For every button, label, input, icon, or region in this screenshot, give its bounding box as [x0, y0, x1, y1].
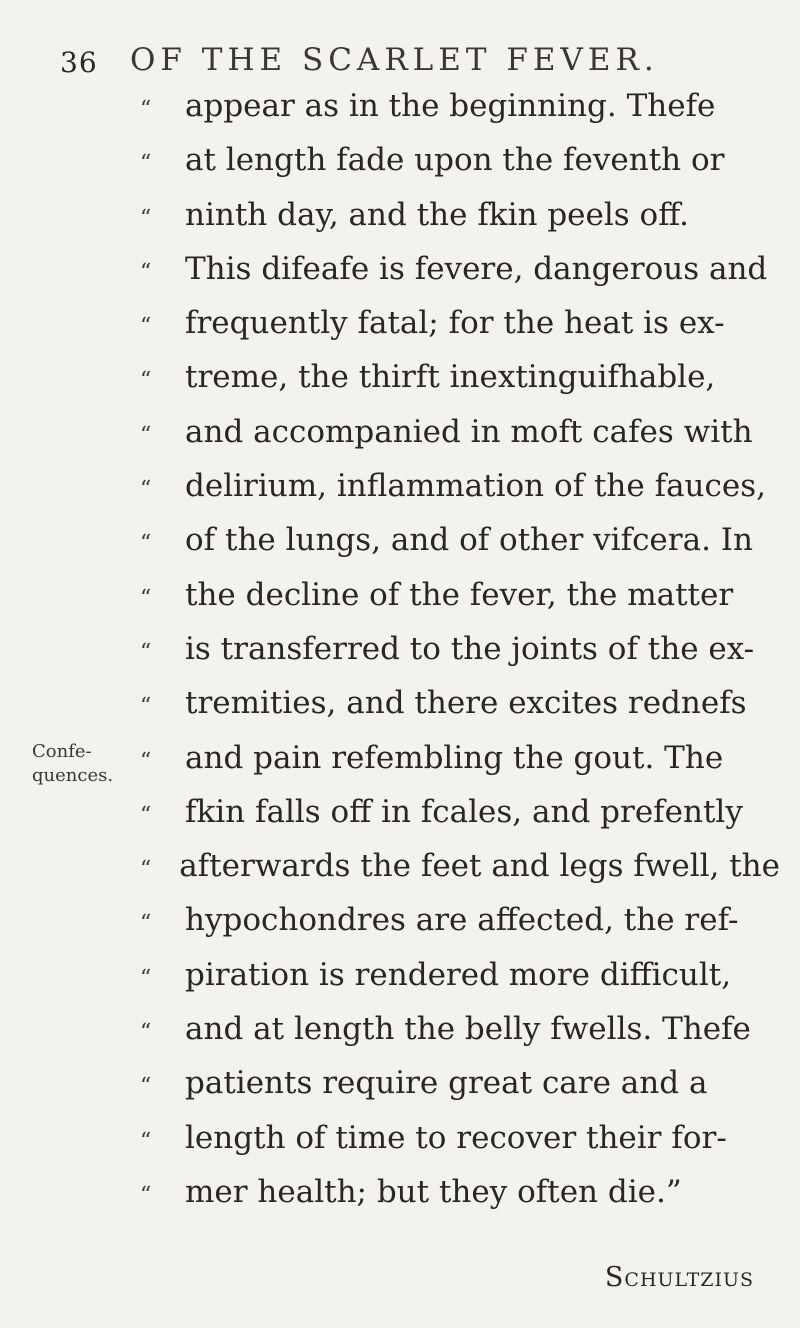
quote-mark: “ [140, 422, 152, 448]
line-text: of the lungs, and of other vifcera. In [185, 522, 753, 559]
line-text: This difeafe is fevere, dangerous and [185, 250, 768, 287]
text-line [140, 902, 780, 956]
quote-mark: “ [140, 965, 152, 991]
quote-mark: “ [140, 639, 152, 665]
line-text: frequently fatal; for the heat is ex- [185, 305, 725, 342]
body-text [140, 88, 780, 1228]
quote-mark: “ [140, 314, 152, 340]
quote-mark: “ [140, 1074, 152, 1100]
text-line [140, 197, 780, 251]
margin-note-line-2: quences. [32, 765, 114, 786]
quote-mark: “ [140, 1182, 152, 1208]
text-line [140, 305, 780, 359]
line-text: mer health; but they often die.” [185, 1173, 682, 1210]
quote-mark: “ [140, 911, 152, 937]
quote-mark: “ [140, 205, 152, 231]
line-text: treme, the thirft inextinguifhable, [185, 359, 716, 396]
text-line [140, 251, 780, 305]
quote-mark: “ [140, 585, 152, 611]
text-line [140, 577, 780, 631]
quote-mark: “ [140, 1020, 152, 1046]
quote-mark: “ [140, 259, 152, 285]
quote-mark: “ [140, 151, 152, 177]
text-line [140, 522, 780, 576]
line-text: at length fade upon the feventh or [185, 142, 725, 179]
text-line [140, 848, 780, 902]
catchword: Schultzius [604, 1262, 754, 1293]
text-line [140, 957, 780, 1011]
line-text: the decline of the fever, the matter [185, 576, 734, 613]
quote-mark: “ [140, 97, 152, 122]
text-line [140, 88, 780, 142]
quote-mark: “ [140, 857, 152, 883]
line-text: and pain refembling the gout. The [185, 739, 724, 776]
quote-mark: “ [140, 802, 152, 828]
text-line [140, 1011, 780, 1065]
text-line [140, 1120, 780, 1174]
line-text: ninth day, and the fkin peels off. [185, 196, 689, 233]
line-text: afterwards the feet and legs fwell, the [179, 848, 780, 885]
running-title: OF THE SCARLET FEVER. [130, 42, 659, 78]
quote-mark: “ [140, 1128, 152, 1154]
margin-note [32, 740, 127, 788]
line-text: appear as in the beginning. Thefe [185, 88, 716, 124]
line-text: and at length the belly fwells. Thefe [185, 1011, 751, 1048]
text-line [140, 414, 780, 468]
text-line [140, 685, 780, 739]
text-line [140, 468, 780, 522]
line-text: tremities, and there excites rednefs [185, 685, 747, 722]
quote-mark: “ [140, 531, 152, 557]
quote-mark: “ [140, 368, 152, 394]
text-line [140, 740, 780, 794]
text-line [140, 1065, 780, 1119]
text-line [140, 142, 780, 196]
line-text: piration is rendered more difficult, [185, 956, 732, 993]
line-text: length of time to recover their for- [185, 1119, 727, 1156]
text-line [140, 631, 780, 685]
line-text: delirium, inflammation of the fauces, [185, 468, 766, 505]
quote-mark: “ [140, 694, 152, 720]
line-text: patients require great care and a [185, 1065, 708, 1102]
page-number: 36 [60, 46, 98, 79]
margin-note-line-1: Confe- [32, 741, 92, 762]
text-line [140, 359, 780, 413]
quote-mark: “ [140, 748, 152, 774]
line-text: fkin falls off in fcales, and prefently [185, 793, 743, 830]
line-text: hypochondres are affected, the ref- [185, 902, 739, 939]
quote-mark: “ [140, 477, 152, 503]
text-line [140, 1174, 780, 1228]
line-text: is transferred to the joints of the ex- [185, 630, 755, 667]
text-line [140, 794, 780, 848]
line-text: and accompanied in moft cafes with [185, 413, 753, 450]
